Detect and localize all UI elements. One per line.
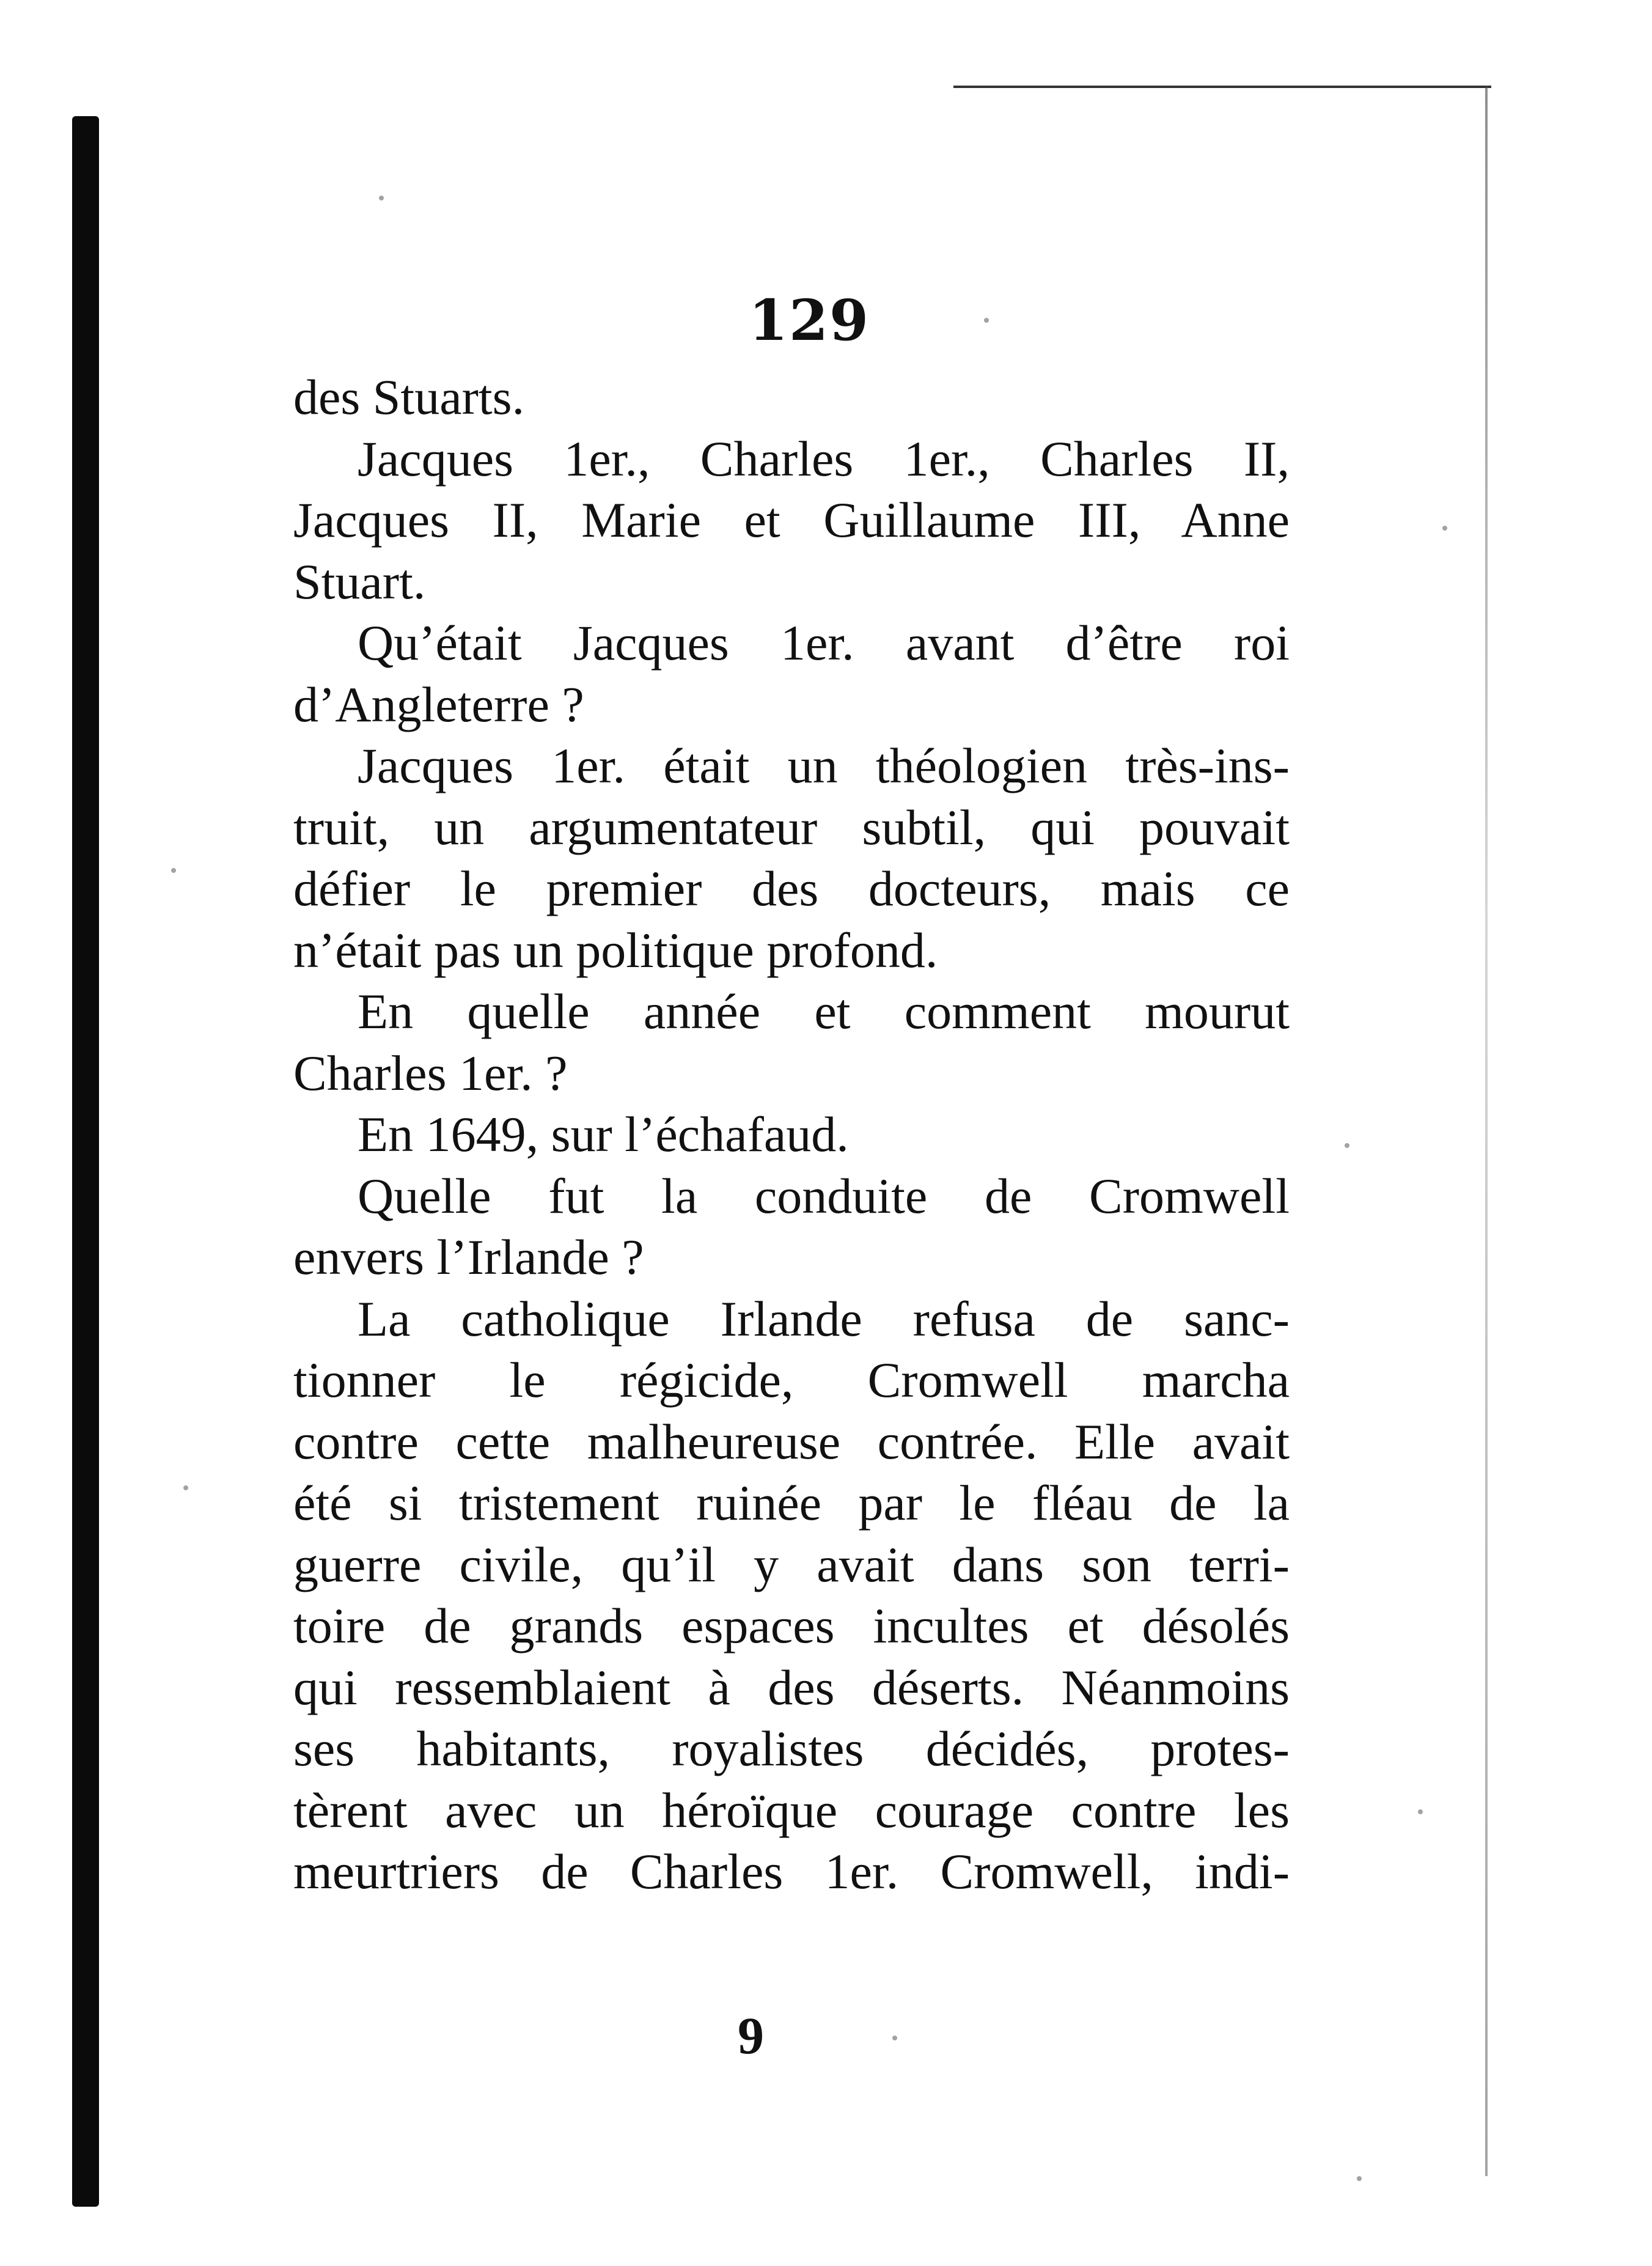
text-line: La catholique Irlande refusa de sanc- bbox=[358, 1290, 1290, 1347]
page-edge-right bbox=[1485, 86, 1488, 2176]
text-line: n’était pas un politique profond. bbox=[293, 922, 938, 978]
text-line: tionner le régicide, Cromwell marcha bbox=[293, 1352, 1290, 1408]
binding-edge bbox=[72, 116, 99, 2207]
scan-speck bbox=[892, 2036, 897, 2040]
scan-speck bbox=[1418, 1809, 1423, 1814]
text-line: En 1649, sur l’échafaud. bbox=[358, 1106, 849, 1162]
text-line: Charles 1er. ? bbox=[293, 1045, 568, 1101]
scan-speck bbox=[984, 318, 989, 323]
text-line: tèrent avec un héroïque courage contre les bbox=[293, 1782, 1290, 1838]
text-line: qui ressemblaient à des déserts. Néanmoins bbox=[293, 1659, 1290, 1715]
scan-speck bbox=[1345, 1143, 1349, 1148]
scan-speck bbox=[183, 1485, 188, 1490]
text-line: été si tristement ruinée par le fléau de la bbox=[293, 1475, 1290, 1531]
text-line: Stuart. bbox=[293, 553, 426, 609]
scan-speck bbox=[1357, 2176, 1362, 2181]
text-line: Jacques II, Marie et Guillaume III, Anne bbox=[293, 492, 1290, 548]
text-line: En quelle année et comment mourut bbox=[358, 984, 1290, 1039]
page-edge-top bbox=[953, 86, 1491, 88]
text-line: défier le premier des docteurs, mais ce bbox=[293, 861, 1290, 916]
body-text bbox=[293, 367, 1290, 1903]
text-line: guerre civile, qu’il y avait dans son terri- bbox=[293, 1536, 1290, 1592]
scan-speck bbox=[1442, 526, 1447, 531]
text-line: envers l’Irlande ? bbox=[293, 1229, 644, 1285]
text-line: Qu’était Jacques 1er. avant d’être roi bbox=[358, 615, 1290, 671]
text-line: d’Angleterre ? bbox=[293, 676, 584, 732]
text-line: Jacques 1er., Charles 1er., Charles II, bbox=[358, 430, 1290, 487]
text-line: des Stuarts. bbox=[293, 369, 525, 425]
text-line: truit, un argumentateur subtil, qui pouvait bbox=[293, 799, 1290, 855]
text-line: contre cette malheureuse contrée. Elle avait bbox=[293, 1413, 1290, 1470]
signature-mark: 9 bbox=[738, 2006, 764, 2065]
text-line: Jacques 1er. était un théologien très-ins- bbox=[358, 738, 1290, 793]
text-line: meurtriers de Charles 1er. Cromwell, indi- bbox=[293, 1844, 1290, 1899]
text-line: Quelle fut la conduite de Cromwell bbox=[358, 1168, 1290, 1224]
text-line: ses habitants, royalistes décidés, protes- bbox=[293, 1721, 1290, 1776]
page-number: 129 bbox=[749, 287, 870, 353]
scan-speck bbox=[171, 868, 176, 873]
text-line: toire de grands espaces incultes et désolés bbox=[293, 1598, 1290, 1654]
scan-speck bbox=[379, 196, 384, 200]
